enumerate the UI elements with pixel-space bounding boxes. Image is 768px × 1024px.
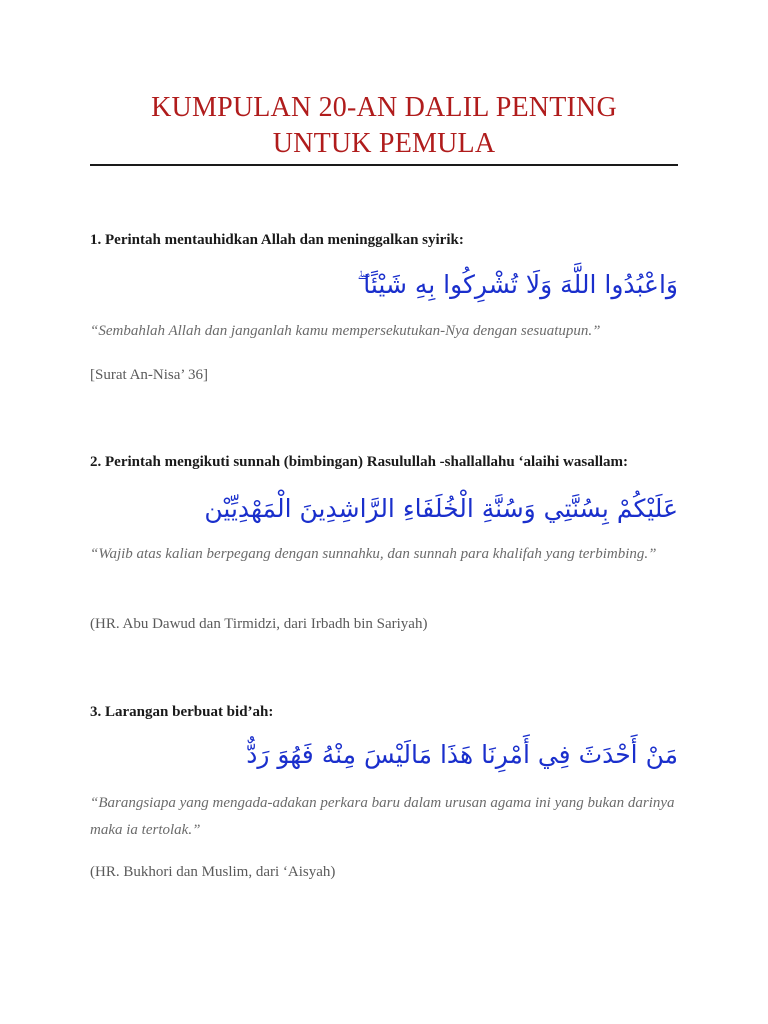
title-divider [90,164,678,166]
section-1-translation: “Sembahlah Allah dan janganlah kamu mempersekutukan-Nya dengan sesuatupun.” [90,323,601,339]
section-1-arabic-text: وَاعْبُدُوا اللَّهَ وَلَا تُشْرِكُوا بِهِ شَيْئًا ۖ [356,270,678,299]
page-title-line-2: UNTUK PEMULA [272,128,496,159]
section-1-heading: 1. Perintah mentauhidkan Allah dan meninggalkan syirik: [90,232,464,248]
page-title-line-1: KUMPULAN 20-AN DALIL PENTING [151,92,617,123]
section-3-source: (HR. Bukhori dan Muslim, dari ‘Aisyah) [90,864,336,880]
section-2-translation: “Wajib atas kalian berpegang dengan sunnahku, dan sunnah para khalifah yang terbimbing.” [90,546,657,562]
section-3-translation: “Barangsiapa yang mengada-adakan perkara baru dalam urusan agama ini yang bukan darinya maka ia tertolak.” [90,795,675,838]
section-2-heading: 2. Perintah mengikuti sunnah (bimbingan) Rasulullah -shallallahu ‘alaihi wasallam: [90,454,629,470]
section-3-heading: 3. Larangan berbuat bid’ah: [90,704,274,720]
page-title [90,90,678,162]
section-2-arabic-text: عَلَيْكُمْ بِسُنَّتِي وَسُنَّةِ الْخُلَفَاءِ الرَّاشِدِينَ الْمَهْدِيِّيْن [204,494,678,523]
section-2-source: (HR. Abu Dawud dan Tirmidzi, dari Irbadh bin Sariyah) [90,616,428,632]
section-1-source: [Surat An-Nisa’ 36] [90,367,209,383]
section-3-arabic-text: مَنْ أَحْدَثَ فِي أَمْرِنَا هَذَا مَالَيْسَ مِنْهُ فَهُوَ رَدٌّ [246,740,678,769]
